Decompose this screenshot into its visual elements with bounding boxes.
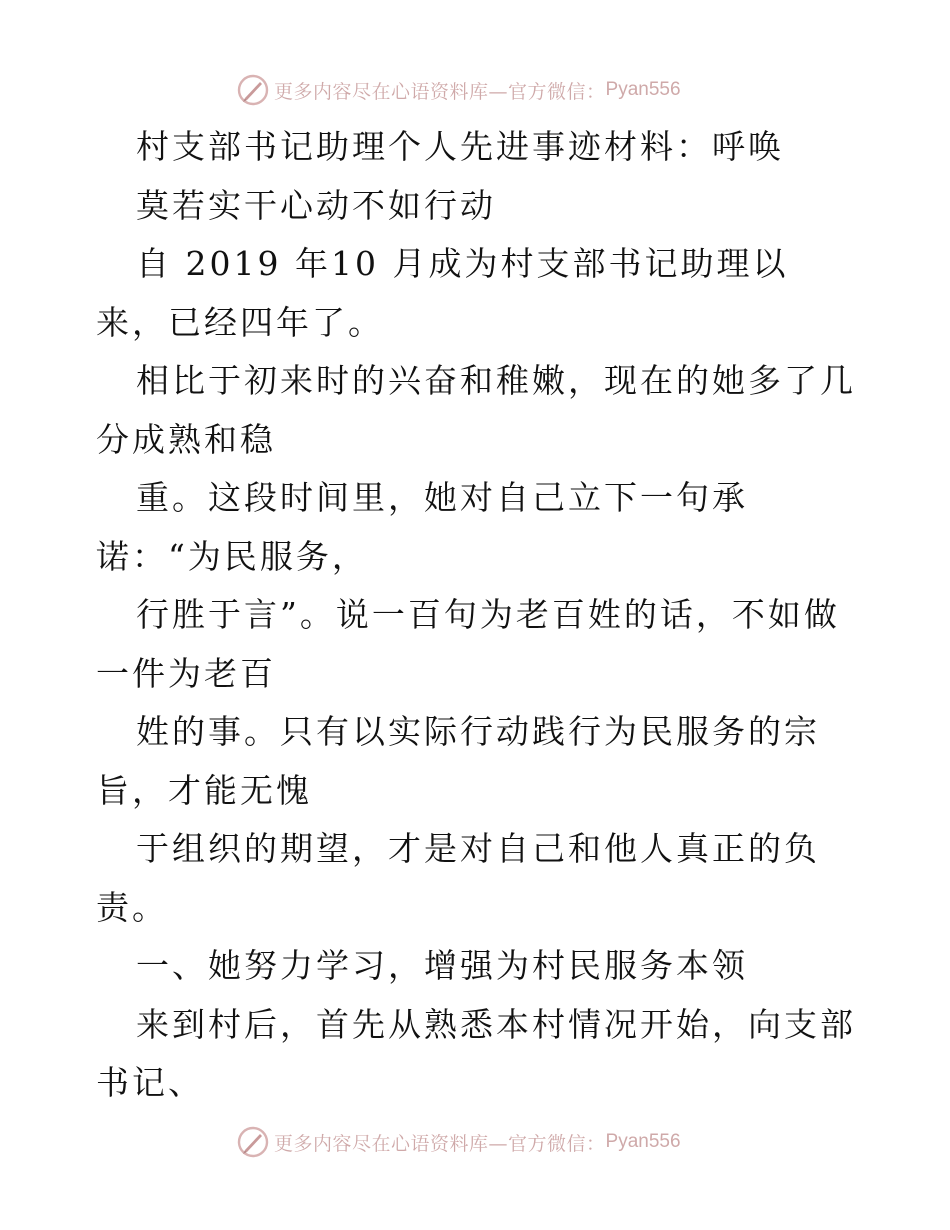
paragraph: 姓的事。只有以实际行动践行为民服务的宗旨，才能无愧 — [96, 712, 820, 810]
paragraph: 重。这段时间里，她对自己立下一句承诺：“为民服务， — [96, 478, 748, 576]
paragraph: 来到村后，首先从熟悉本村情况开始，向支部书记、 — [96, 1004, 856, 1102]
paragraph: 于组织的期望，才是对自己和他人真正的负责。 — [96, 829, 820, 927]
paragraph: 相比于初来时的兴奋和稚嫩，现在的她多了几分成熟和稳 — [96, 361, 856, 459]
paragraph: 自 2019 年10 月成为村支部书记助理以来，已经四年了。 — [96, 244, 789, 342]
watermark-text: 更多内容尽在心语资料库—官方微信： — [274, 1132, 606, 1155]
document-body — [96, 118, 856, 1113]
document-subtitle: 莫若实干心动不如行动 — [136, 185, 496, 225]
paragraph: 行胜于言”。说一百句为老百姓的话，不如做一件为老百 — [96, 595, 840, 693]
watermark-id: Pyan556 — [605, 79, 681, 100]
watermark-text: 更多内容尽在心语资料库—官方微信： — [274, 80, 606, 103]
section-heading: 一、她努力学习，增强为村民服务本领 — [136, 946, 748, 985]
footer-watermark — [236, 1124, 681, 1160]
watermark-id: Pyan556 — [605, 1131, 681, 1152]
header-watermark — [236, 72, 681, 108]
quill-pen-icon — [236, 1125, 270, 1159]
document-title: 村支部书记助理个人先进事迹材料：呼唤 — [136, 127, 784, 166]
quill-pen-icon — [236, 73, 270, 107]
